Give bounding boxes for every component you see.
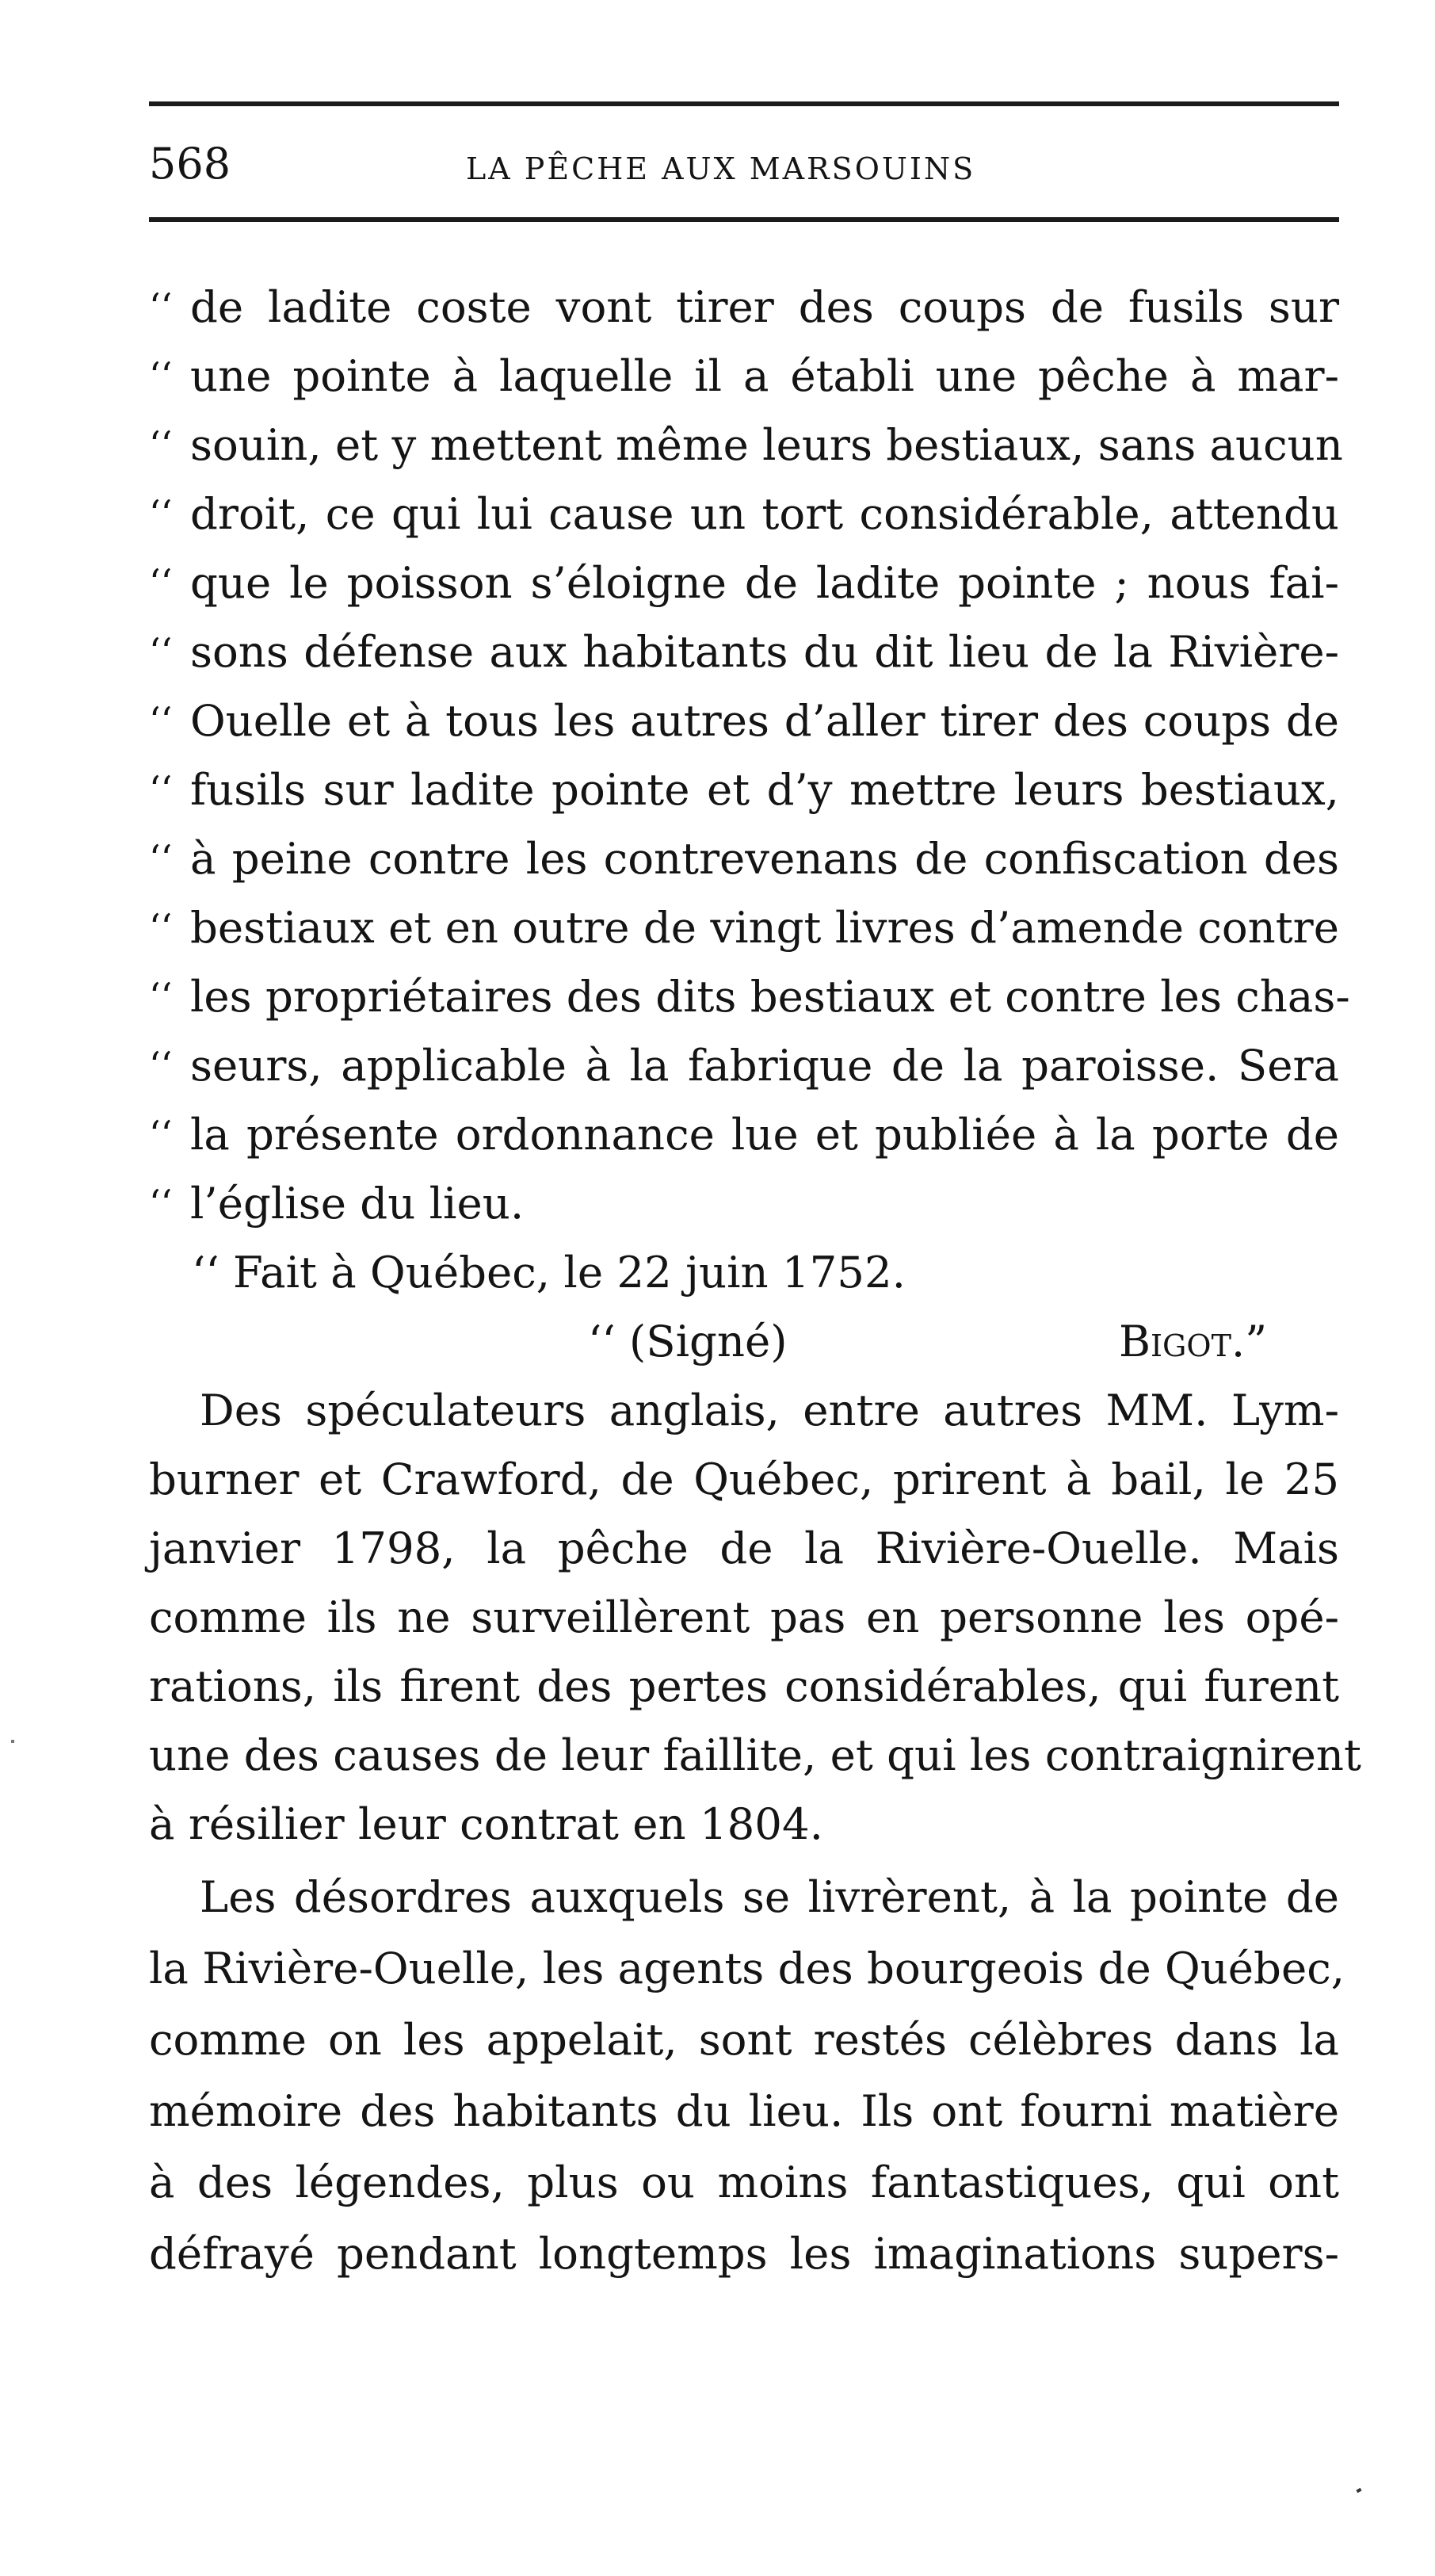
quoted-line: les propriétaires des dits bestiaux et contre les chas- [190,971,1350,1022]
quote-mark: ‘‘ [149,1182,173,1225]
scan-speck [11,1740,14,1743]
dated-line: ‘‘ Fait à Québec, le 22 juin 1752. [192,1247,906,1298]
quoted-line: l’église du lieu. [190,1178,525,1229]
paragraph-line: comme ils ne surveillèrent pas en personne les opé- [149,1592,1339,1642]
paragraph-line: une des causes de leur faillite, et qui les contraignirent [149,1729,1361,1780]
paragraph-line: comme on les appelait, sont restés célèbres dans la [149,2014,1339,2065]
quote-mark: ‘‘ [149,285,173,328]
header-rule [149,217,1339,222]
paragraph-line: janvier 1798, la pêche de la Rivière-Ouelle. Mais [149,1523,1339,1573]
paragraph-line: burner et Crawford, de Québec, prirent à bail, le 25 [149,1454,1339,1504]
paragraph-line: défrayé pendant longtemps les imaginations supers- [149,2228,1339,2279]
quoted-line: de ladite coste vont tirer des coups de fusils sur [190,281,1339,332]
signature: Bigot.” [1119,1316,1268,1366]
quote-mark: ‘‘ [149,768,173,811]
quote-mark: ‘‘ [149,561,173,604]
paragraph-line: à des légendes, plus ou moins fantastiques, qui ont [149,2157,1339,2207]
quote-mark: ‘‘ [149,975,173,1018]
quoted-line: fusils sur ladite pointe et d’y mettre leurs bestiaux, [190,764,1339,815]
quote-mark: ‘‘ [149,699,173,742]
quote-mark: ‘‘ [149,1113,173,1156]
signed-label: ‘‘ (Signé) [588,1316,788,1366]
paragraph-line: à résilier leur contrat en 1804. [149,1798,823,1849]
quote-mark: ‘‘ [149,1044,173,1087]
paragraph-line: Des spéculateurs anglais, entre autres MM. Lym- [200,1385,1339,1435]
quote-mark: ‘‘ [149,354,173,397]
quoted-line: sons défense aux habitants du dit lieu de la Rivière- [190,626,1339,677]
quote-mark: ‘‘ [149,423,173,466]
quote-mark: ‘‘ [149,492,173,535]
paragraph-line: Les désordres auxquels se livrèrent, à la pointe de [200,1871,1339,1922]
quoted-line: que le poisson s’éloigne de ladite pointe ; nous fai- [190,557,1339,608]
paragraph-line: rations, ils firent des pertes considérables, qui furent [149,1661,1339,1711]
running-head [149,136,1339,192]
paragraph-line: la Rivière-Ouelle, les agents des bourgeois de Québec, [149,1943,1345,1993]
paragraph-line: mémoire des habitants du lieu. Ils ont fourni matière [149,2085,1339,2136]
quoted-line: une pointe à laquelle il a établi une pêche à mar- [190,350,1339,401]
quoted-line: Ouelle et à tous les autres d’aller tirer des coups de [190,695,1339,746]
quoted-line: souin, et y mettent même leurs bestiaux, sans aucun [190,419,1343,470]
quoted-line: bestiaux et en outre de vingt livres d’amende contre [190,902,1339,953]
top-rule [149,101,1339,106]
quoted-line: seurs, applicable à la fabrique de la paroisse. Sera [190,1040,1339,1091]
scan-speck [1356,2488,1361,2493]
quoted-line: à peine contre les contrevenans de confiscation des [190,833,1339,884]
quoted-line: la présente ordonnance lue et publiée à la porte de [190,1109,1339,1160]
quoted-line: droit, ce qui lui cause un tort considérable, attendu [190,488,1339,539]
quote-mark: ‘‘ [149,630,173,673]
page-number: 568 [149,139,231,189]
running-title: LA PÊCHE AUX MARSOUINS [466,151,976,186]
quote-mark: ‘‘ [149,906,173,949]
quote-mark: ‘‘ [149,837,173,880]
